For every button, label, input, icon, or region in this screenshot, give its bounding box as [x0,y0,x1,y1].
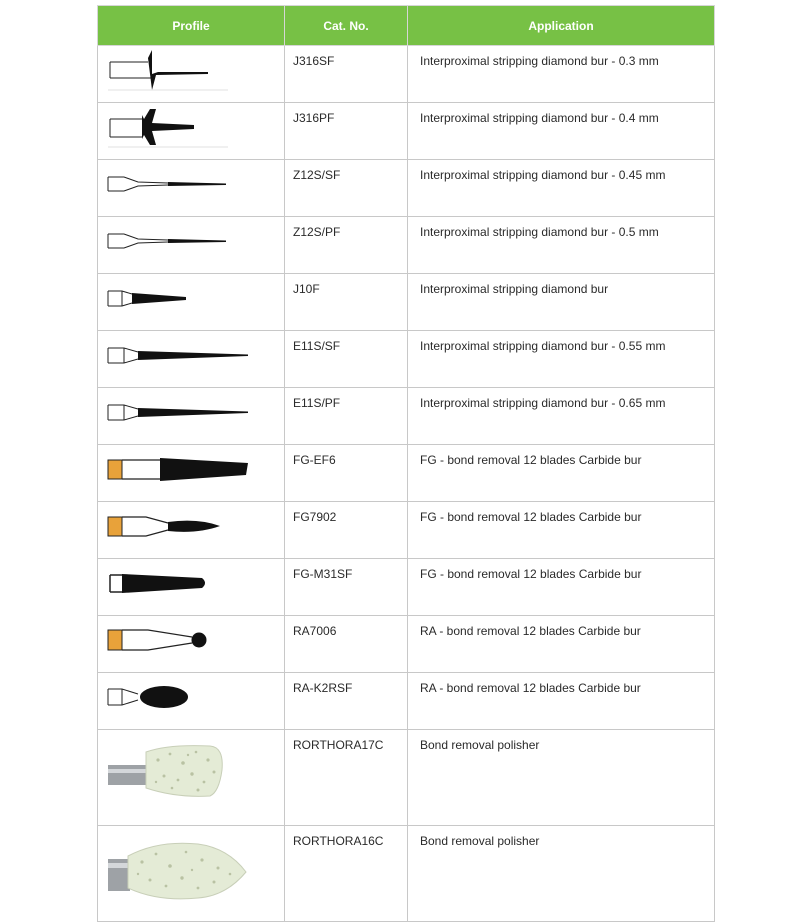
application-cell: RA - bond removal 12 blades Carbide bur [408,673,715,730]
cone-polisher-icon [98,730,284,817]
table-row [98,388,715,445]
application-cell: Interproximal stripping diamond bur - 0.3 mm [408,46,715,103]
cat-no-cell: J316PF [285,103,408,160]
cat-no-cell: J10F [285,274,408,331]
application-cell: Bond removal polisher [408,826,715,922]
column-header-cat-no: Cat. No. [285,6,408,46]
table-row [98,274,715,331]
profile-cell [98,559,285,616]
carbide-oval-bur-icon [98,673,284,721]
application-cell: Bond removal polisher [408,730,715,826]
table-row [98,559,715,616]
cat-no-cell: RORTHORA16C [285,826,408,922]
application-cell: FG - bond removal 12 blades Carbide bur [408,559,715,616]
table-row [98,502,715,559]
profile-cell [98,616,285,673]
application-cell: FG - bond removal 12 blades Carbide bur [408,502,715,559]
profile-cell [98,502,285,559]
table-row [98,217,715,274]
application-cell: FG - bond removal 12 blades Carbide bur [408,445,715,502]
application-cell: Interproximal stripping diamond bur - 0.55 mm [408,331,715,388]
cat-no-cell: RORTHORA17C [285,730,408,826]
disc-bur-icon [98,103,284,151]
table-row [98,46,715,103]
cat-no-cell: RA7006 [285,616,408,673]
application-cell: Interproximal stripping diamond bur - 0.45 mm [408,160,715,217]
profile-cell [98,826,285,922]
cat-no-cell: RA-K2RSF [285,673,408,730]
cat-no-cell: FG-M31SF [285,559,408,616]
column-header-profile: Profile [98,6,285,46]
table-row [98,160,715,217]
cat-no-cell: Z12S/SF [285,160,408,217]
profile-cell [98,331,285,388]
table-row [98,826,715,922]
profile-cell [98,388,285,445]
profile-cell [98,160,285,217]
application-cell: Interproximal stripping diamond bur - 0.4 mm [408,103,715,160]
cat-no-cell: E11S/PF [285,388,408,445]
bullet-polisher-icon [98,826,284,913]
application-cell: Interproximal stripping diamond bur - 0.65 mm [408,388,715,445]
long-needle-bur-icon [98,331,284,379]
profile-cell [98,730,285,826]
cat-no-cell: Z12S/PF [285,217,408,274]
table-header-row [98,6,715,46]
needle-bur-icon [98,160,284,208]
cat-no-cell: E11S/SF [285,331,408,388]
cat-no-cell: FG-EF6 [285,445,408,502]
cat-no-cell: J316SF [285,46,408,103]
profile-cell [98,673,285,730]
table-row [98,673,715,730]
profile-cell [98,46,285,103]
application-cell: Interproximal stripping diamond bur - 0.5 mm [408,217,715,274]
profile-cell [98,274,285,331]
profile-cell [98,103,285,160]
table-row [98,331,715,388]
table-row [98,445,715,502]
profile-cell [98,445,285,502]
disc-bur-icon [98,46,284,94]
carbide-round-bur-icon [98,616,284,664]
product-table [97,5,715,922]
application-cell: Interproximal stripping diamond bur [408,274,715,331]
carbide-flame-bur-icon [98,502,284,550]
column-header-application: Application [408,6,715,46]
profile-cell [98,217,285,274]
application-cell: RA - bond removal 12 blades Carbide bur [408,616,715,673]
cat-no-cell: FG7902 [285,502,408,559]
long-needle-bur-icon [98,388,284,436]
short-taper-bur-icon [98,274,284,322]
carbide-cylinder-bur-icon [98,559,284,607]
needle-bur-icon [98,217,284,265]
table-row [98,616,715,673]
table-row [98,103,715,160]
table-row [98,730,715,826]
carbide-tapered-bur-icon [98,445,284,493]
